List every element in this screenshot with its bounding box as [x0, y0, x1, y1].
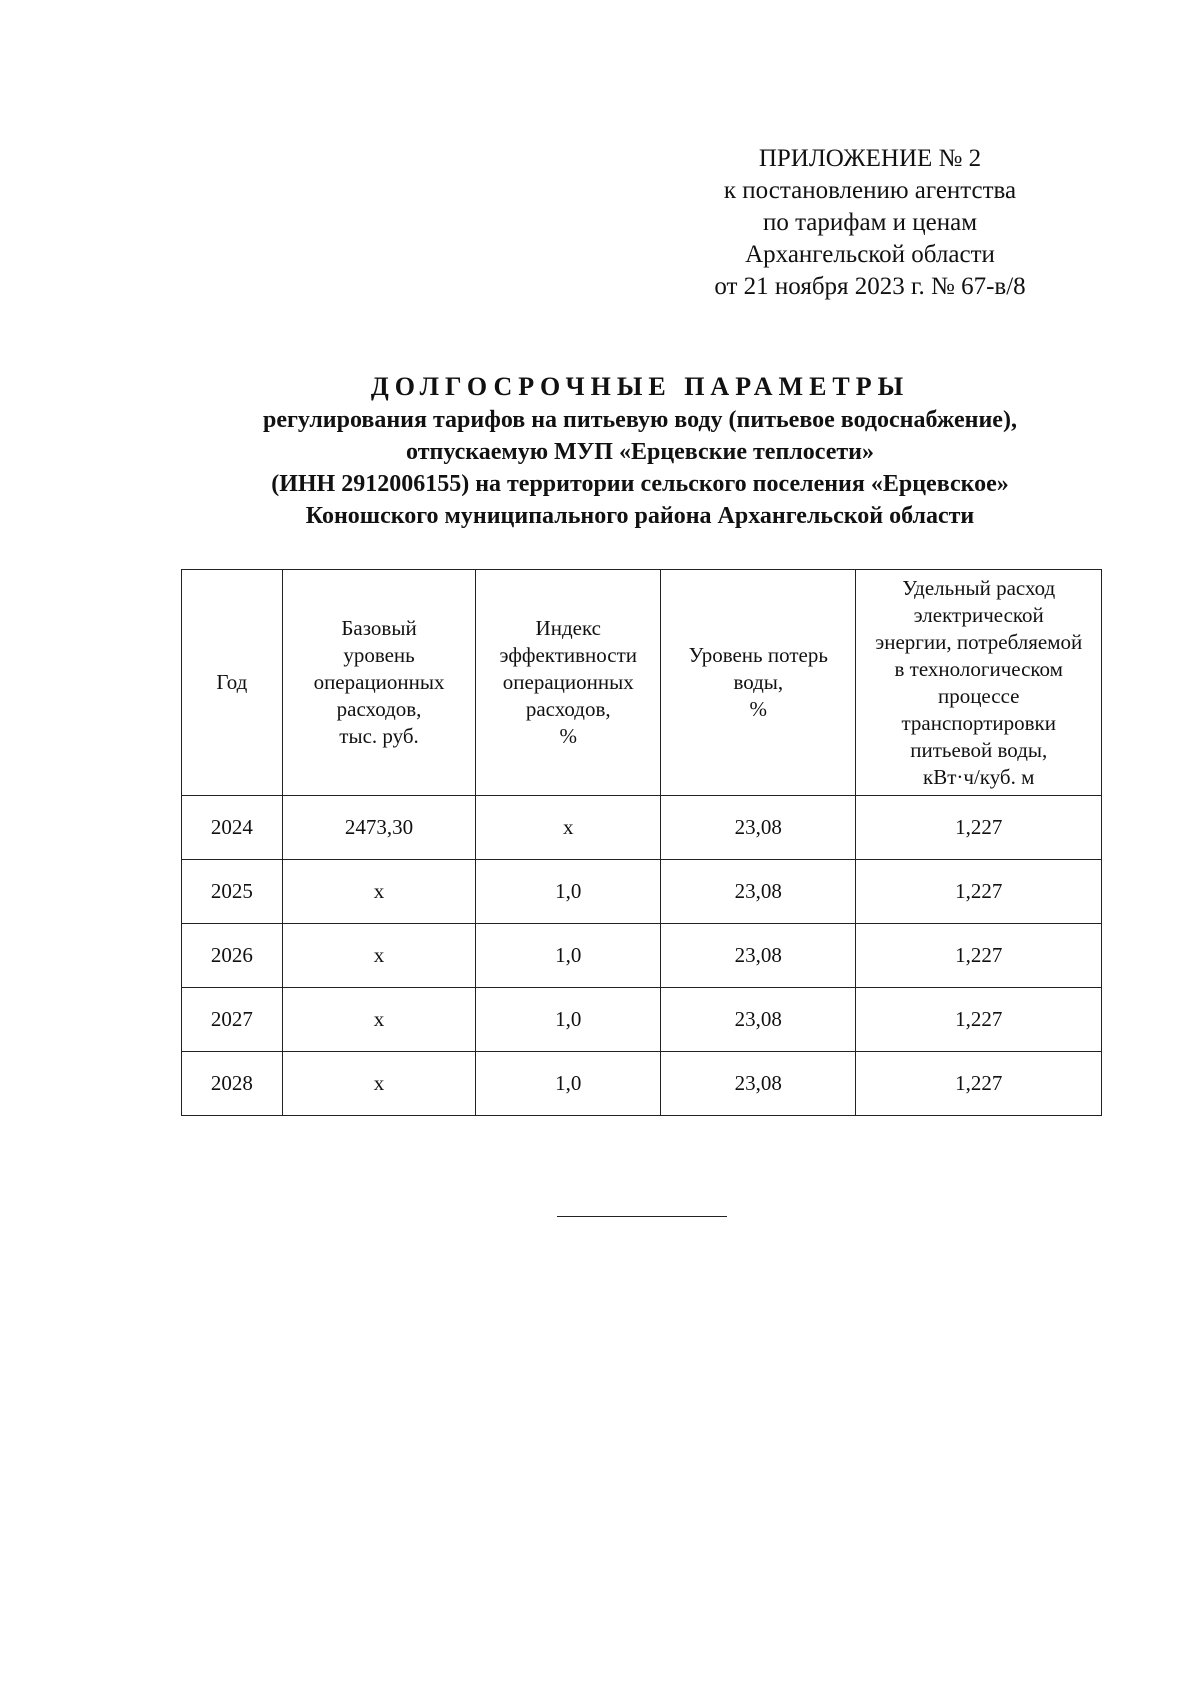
header-efficiency-index	[476, 570, 661, 796]
header-efficiency-index-line: Индекс	[535, 616, 601, 640]
appendix-reference: к постановлению агентства	[723, 177, 1017, 204]
header-efficiency-index-line: операционных	[502, 670, 634, 694]
cell-efficiency-index: х	[476, 796, 661, 860]
header-base-opex-line: уровень	[343, 643, 415, 667]
header-water-loss-line: %	[749, 697, 768, 721]
header-energy-line: в технологическом	[894, 656, 1063, 681]
header-base-opex	[282, 570, 476, 796]
cell-water-loss: 23,08	[661, 796, 856, 860]
cell-base-opex: х	[282, 1052, 476, 1116]
appendix-block	[660, 143, 1080, 303]
cell-year: 2026	[182, 924, 283, 988]
appendix-agency: по тарифам и ценам	[762, 209, 978, 236]
end-separator-line	[557, 1216, 727, 1217]
cell-base-opex: х	[282, 860, 476, 924]
cell-energy: 1,227	[856, 796, 1102, 860]
cell-base-opex: х	[282, 924, 476, 988]
header-energy-consumption	[856, 570, 1102, 796]
cell-efficiency-index: 1,0	[476, 1052, 661, 1116]
header-energy-line: энергии, потребляемой	[875, 629, 1083, 654]
header-base-opex-line: тыс. руб.	[339, 724, 419, 748]
header-year-text: Год	[216, 670, 248, 694]
table-row	[182, 924, 1102, 988]
cell-year: 2025	[182, 860, 283, 924]
document-subtitle-line-3: (ИНН 2912006155) на территории сельского поселения «Ерцевское»	[271, 471, 1009, 497]
header-energy-line: Удельный расход	[902, 575, 1056, 600]
appendix-number: ПРИЛОЖЕНИЕ № 2	[758, 145, 982, 172]
header-energy-line: транспортировки	[901, 710, 1056, 735]
document-title: ДОЛГОСРОЧНЫЕ ПАРАМЕТРЫ	[370, 372, 910, 401]
header-energy-line: питьевой воды,	[910, 737, 1048, 762]
appendix-date: от 21 ноября 2023 г. № 67-в/8	[714, 273, 1026, 300]
cell-efficiency-index: 1,0	[476, 860, 661, 924]
cell-year: 2028	[182, 1052, 283, 1116]
cell-water-loss: 23,08	[661, 860, 856, 924]
document-subtitle-line-1: регулирования тарифов на питьевую воду (питьевое водоснабжение),	[263, 407, 1017, 433]
cell-base-opex: х	[282, 988, 476, 1052]
cell-energy: 1,227	[856, 924, 1102, 988]
header-efficiency-index-line: %	[559, 724, 577, 748]
document-subtitle-line-2: отпускаемую МУП «Ерцевские теплосети»	[406, 439, 874, 465]
table-row	[182, 860, 1102, 924]
cell-year: 2024	[182, 796, 283, 860]
table-row	[182, 988, 1102, 1052]
cell-energy: 1,227	[856, 860, 1102, 924]
cell-efficiency-index: 1,0	[476, 924, 661, 988]
cell-energy: 1,227	[856, 1052, 1102, 1116]
cell-water-loss: 23,08	[661, 988, 856, 1052]
cell-base-opex: 2473,30	[282, 796, 476, 860]
document-heading	[160, 370, 1120, 532]
header-water-loss	[661, 570, 856, 796]
header-efficiency-index-line: расходов,	[525, 697, 611, 721]
table-header-row	[182, 570, 1102, 796]
table-row	[182, 1052, 1102, 1116]
cell-water-loss: 23,08	[661, 924, 856, 988]
header-energy-line: процессе	[937, 683, 1020, 708]
header-year	[182, 570, 283, 796]
appendix-region: Архангельской области	[745, 241, 995, 268]
header-base-opex-line: операционных	[313, 670, 445, 694]
header-base-opex-line: расходов,	[336, 697, 422, 721]
table-row	[182, 796, 1102, 860]
header-energy-line: электрической	[913, 602, 1044, 627]
cell-year: 2027	[182, 988, 283, 1052]
document-subtitle-line-4: Коношского муниципального района Архангельской области	[305, 503, 975, 529]
header-water-loss-line: Уровень потерь	[688, 643, 828, 667]
cell-water-loss: 23,08	[661, 1052, 856, 1116]
parameters-table	[181, 569, 1102, 1116]
cell-energy: 1,227	[856, 988, 1102, 1052]
header-base-opex-line: Базовый	[341, 616, 417, 640]
header-efficiency-index-line: эффективности	[499, 643, 638, 667]
header-water-loss-line: воды,	[733, 670, 784, 694]
cell-efficiency-index: 1,0	[476, 988, 661, 1052]
header-energy-line: кВт·ч/куб. м	[923, 764, 1035, 789]
